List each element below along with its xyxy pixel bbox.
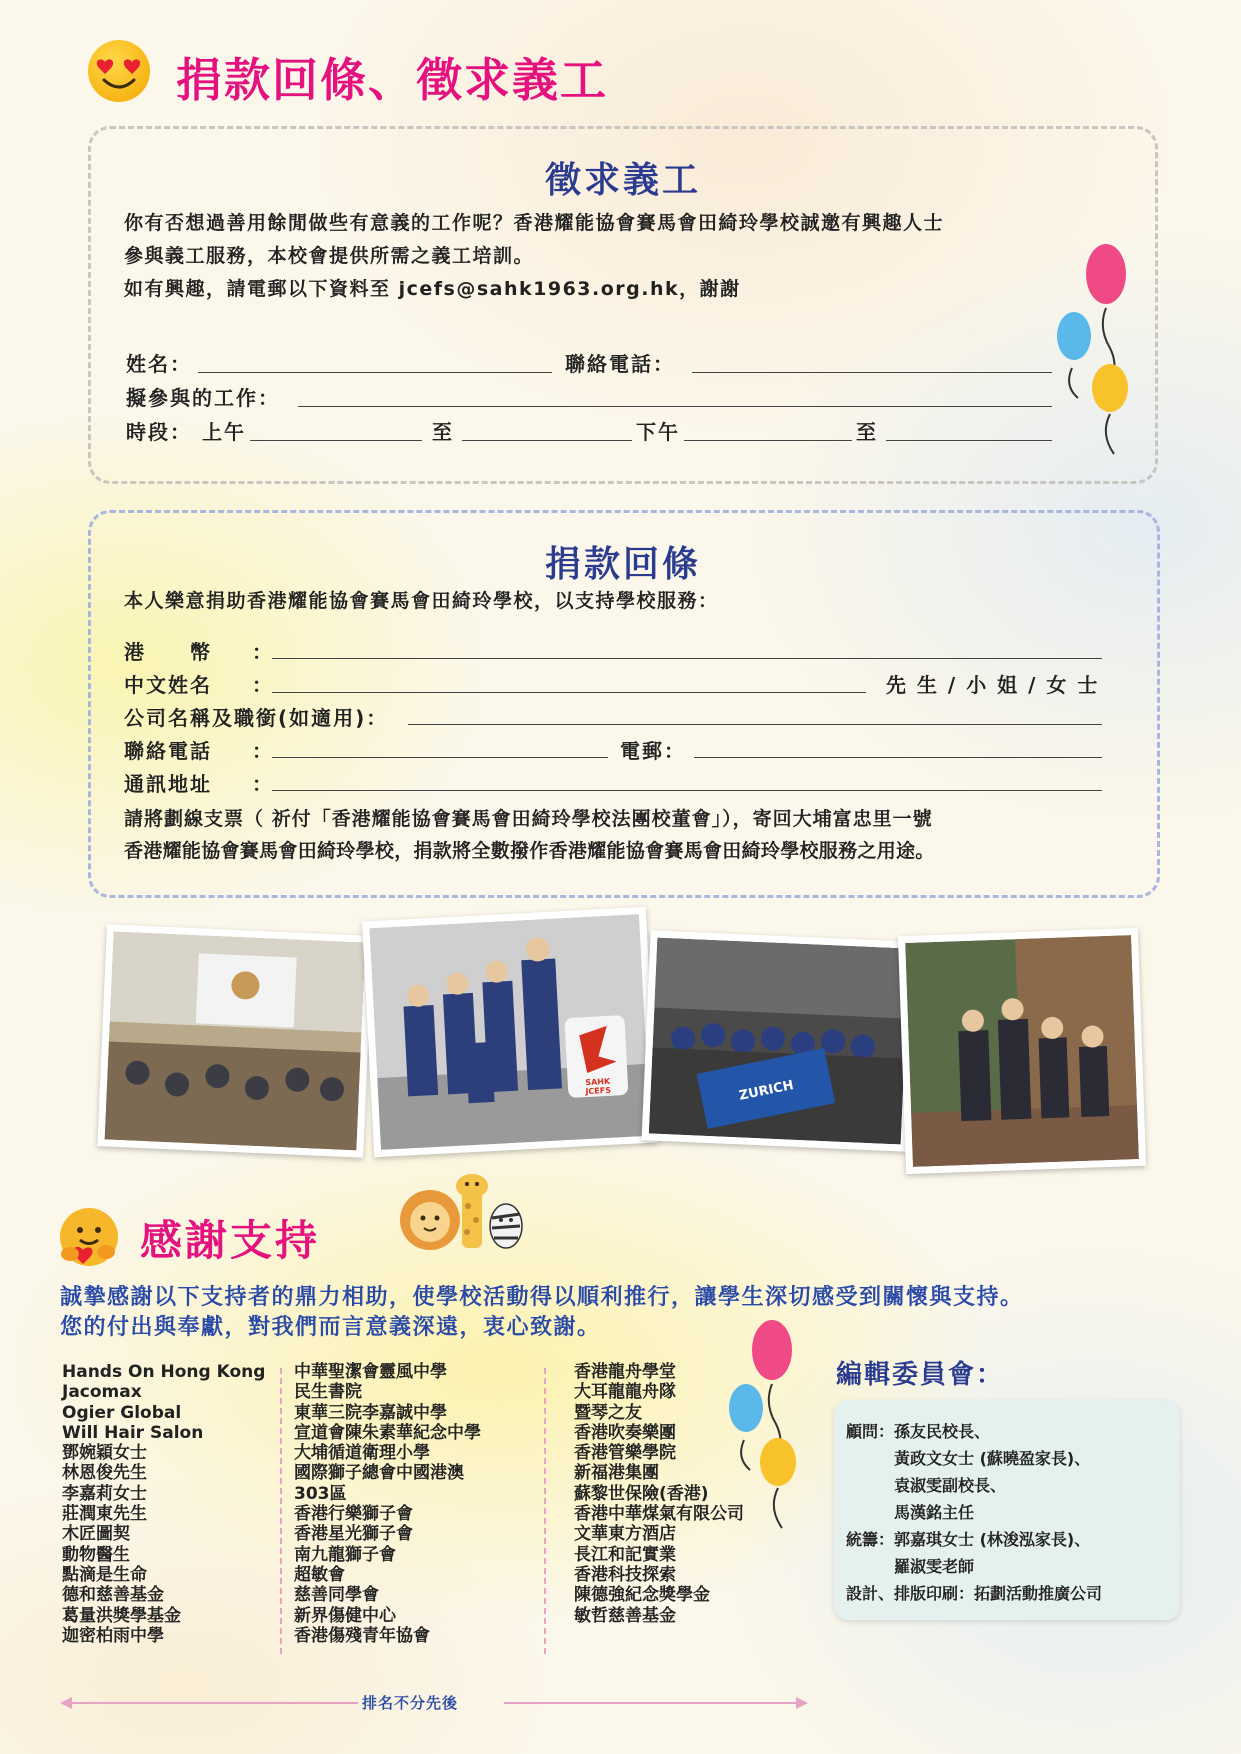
list-item: 蘇黎世保險(香港) — [574, 1483, 709, 1504]
donation-email-field[interactable] — [694, 757, 1102, 758]
photo-group-award — [362, 907, 658, 1158]
donation-cname-field[interactable] — [272, 692, 866, 693]
list-item: 民生書院 — [294, 1382, 362, 1403]
volunteer-period-label: 時段： — [126, 420, 192, 444]
thanks-paragraph-2: 您的付出與奉獻，對我們而言意義深遠，衷心致謝。 — [60, 1315, 601, 1340]
donation-hkd-colon: ： — [252, 640, 274, 664]
list-item: 大耳龍龍舟隊 — [574, 1382, 676, 1403]
heart-eyes-emoji-icon — [88, 40, 150, 102]
list-item: 中華聖潔會靈風中學 — [294, 1362, 447, 1382]
photo-logo-sahk: SAHK — [585, 1076, 611, 1088]
volunteer-paragraph-1: 你有否想過善用餘閒做些有意義的工作呢？香港耀能協會賽馬會田綺玲學校誠邀有興趣人士 — [124, 212, 945, 234]
list-item: 點滴是生命 — [62, 1564, 147, 1585]
list-item: 香港科技探索 — [574, 1564, 676, 1585]
list-item: 陳德強紀念獎學金 — [574, 1585, 710, 1606]
donation-phone-colon: ： — [252, 739, 274, 763]
volunteer-pm-to-label: 至 — [856, 420, 878, 444]
list-item: 新界傷健中心 — [294, 1605, 396, 1626]
donation-address-colon: ： — [252, 772, 274, 796]
volunteer-name-field[interactable] — [198, 372, 552, 373]
donation-note-2: 香港耀能協會賽馬會田綺玲學校，捐款將全數撥作香港耀能協會賽馬會田綺玲學校服務之用途。 — [124, 840, 935, 862]
ranking-note: 排名不分先後 — [362, 1694, 459, 1712]
list-item: 李嘉莉女士 — [62, 1483, 147, 1504]
donation-title: 捐款回條 — [544, 544, 701, 585]
donation-email-label: 電郵： — [620, 739, 686, 763]
thanks-title: 感謝支持 — [140, 1216, 321, 1265]
photo-classroom — [97, 924, 372, 1157]
list-item: 超敏會 — [294, 1564, 345, 1585]
list-item: 木匠圖契 — [62, 1524, 130, 1545]
donation-phone-label: 聯絡電話 — [124, 739, 212, 763]
list-item: Jacomax — [62, 1382, 142, 1403]
list-item: 國際獅子總會中國港澳 — [294, 1463, 464, 1484]
donation-hkd-field[interactable] — [272, 658, 1102, 659]
volunteer-work-label: 擬參與的工作： — [126, 386, 280, 410]
list-item: 香港管樂學院 — [574, 1443, 676, 1464]
list-item: 東華三院李嘉誠中學 — [294, 1402, 447, 1423]
list-item: 葛量洪獎學基金 — [62, 1605, 181, 1626]
volunteer-name-label: 姓名： — [126, 352, 192, 376]
list-item: 香港吹奏樂團 — [574, 1422, 676, 1443]
volunteer-pm-end-field[interactable] — [886, 440, 1052, 441]
balloons-icon — [1050, 236, 1150, 476]
photo-banner-zurich: ZURICH — [737, 1078, 795, 1104]
editors-box — [834, 1400, 1180, 1620]
list-item: 香港行樂獅子會 — [294, 1504, 413, 1525]
list-item: 鄧婉穎女士 — [62, 1443, 147, 1464]
volunteer-phone-field[interactable] — [692, 372, 1052, 373]
donation-intro: 本人樂意捐助香港耀能協會賽馬會田綺玲學校，以支持學校服務： — [124, 590, 719, 612]
list-item: 香港中華煤氣有限公司 — [574, 1504, 744, 1525]
list-item: 敏哲慈善基金 — [574, 1605, 676, 1626]
editors-list — [846, 1418, 1102, 1607]
volunteer-paragraph-3: 如有興趣，請電郵以下資料至 jcefs@sahk1963.org.hk，謝謝 — [124, 278, 741, 300]
list-item: 長江和記實業 — [574, 1544, 676, 1565]
donation-phone-field[interactable] — [272, 757, 608, 758]
list-item: 303區 — [294, 1483, 347, 1504]
donation-company-field[interactable] — [408, 724, 1102, 725]
volunteer-phone-label: 聯絡電話： — [565, 352, 675, 376]
donation-cname-label: 中文姓名 — [124, 673, 212, 697]
list-item: 袁淑雯副校長、 — [846, 1476, 1007, 1495]
volunteer-pm-label: 下午 — [636, 420, 680, 444]
list-item: 大埔循道衛理小學 — [294, 1443, 430, 1464]
list-item: Hands On Hong Kong — [62, 1362, 266, 1382]
list-item: 香港傷殘青年協會 — [294, 1625, 430, 1646]
donation-company-label: 公司名稱及職銜(如適用)： — [124, 706, 389, 730]
list-item: 南九龍獅子會 — [294, 1544, 396, 1565]
page-title: 捐款回條、徵求義工 — [176, 53, 608, 107]
list-item: Will Hair Salon — [62, 1422, 204, 1443]
list-item: 林恩俊先生 — [62, 1463, 147, 1484]
list-item: 新福港集團 — [574, 1463, 659, 1484]
supporters-column-2 — [294, 1362, 481, 1646]
animals-lion-giraffe-zebra-icon — [396, 1170, 528, 1254]
list-item: 香港龍舟學堂 — [574, 1362, 676, 1382]
volunteer-am-to-label: 至 — [432, 420, 454, 444]
list-item: 動物醫生 — [62, 1544, 130, 1565]
thanks-paragraph-1: 誠摯感謝以下支持者的鼎力相助，使學校活動得以順利推行，讓學生深切感受到關懷與支持。 — [60, 1285, 1024, 1310]
photo-logo-jcefs: JCEFS — [585, 1085, 612, 1097]
list-item: 設計、排版印刷：拓劃活動推廣公司 — [846, 1584, 1103, 1603]
photo-zurich-event — [642, 930, 917, 1151]
list-item: 文華東方酒店 — [574, 1524, 676, 1545]
list-item: 暨琴之友 — [574, 1402, 642, 1423]
donation-cname-colon: ： — [252, 673, 274, 697]
donation-address-field[interactable] — [272, 790, 1102, 791]
list-item: 莊潤東先生 — [62, 1504, 147, 1525]
volunteer-am-start-field[interactable] — [250, 440, 422, 441]
volunteer-am-label: 上午 — [202, 420, 246, 444]
donation-hkd-label: 港 幣 — [124, 640, 212, 664]
column-divider-2 — [544, 1368, 546, 1654]
list-item: 統籌：郭嘉琪女士 (林浚泓家長)、 — [846, 1530, 1091, 1549]
list-item: 香港星光獅子會 — [294, 1524, 413, 1545]
list-item: 馬漢銘主任 — [846, 1503, 975, 1522]
list-item: 羅淑雯老師 — [846, 1557, 975, 1576]
donation-salutation[interactable]: 先 生 / 小 姐 / 女 士 — [886, 673, 1100, 697]
list-item: Ogier Global — [62, 1402, 182, 1423]
list-item: 慈善同學會 — [294, 1585, 379, 1606]
column-divider-1 — [280, 1368, 282, 1654]
balloons-icon-bottom — [716, 1312, 816, 1552]
volunteer-pm-start-field[interactable] — [684, 440, 852, 441]
volunteer-title: 徵求義工 — [544, 160, 701, 201]
donation-note-1: 請將劃線支票（ 祈付「香港耀能協會賽馬會田綺玲學校法團校董會」），寄回大埔富忠里一號 — [124, 808, 933, 830]
supporters-column-1 — [62, 1362, 265, 1646]
volunteer-paragraph-2: 參與義工服務，本校會提供所需之義工培訓。 — [124, 245, 535, 267]
list-item: 宣道會陳朱素華紀念中學 — [294, 1422, 481, 1443]
volunteer-work-field[interactable] — [298, 406, 1052, 407]
hugging-face-emoji-icon — [58, 1206, 120, 1268]
list-item: 迦密柏雨中學 — [62, 1625, 164, 1646]
volunteer-am-end-field[interactable] — [462, 440, 632, 441]
editors-title: 編輯委員會： — [836, 1360, 1005, 1390]
list-item: 德和慈善基金 — [62, 1585, 164, 1606]
list-item: 顧問：孫友民校長、 — [846, 1422, 991, 1441]
list-item: 黃政文女士 (蘇曉盈家長)、 — [846, 1449, 1091, 1468]
donation-address-label: 通訊地址 — [124, 772, 212, 796]
photo-outdoor-group — [898, 928, 1146, 1174]
